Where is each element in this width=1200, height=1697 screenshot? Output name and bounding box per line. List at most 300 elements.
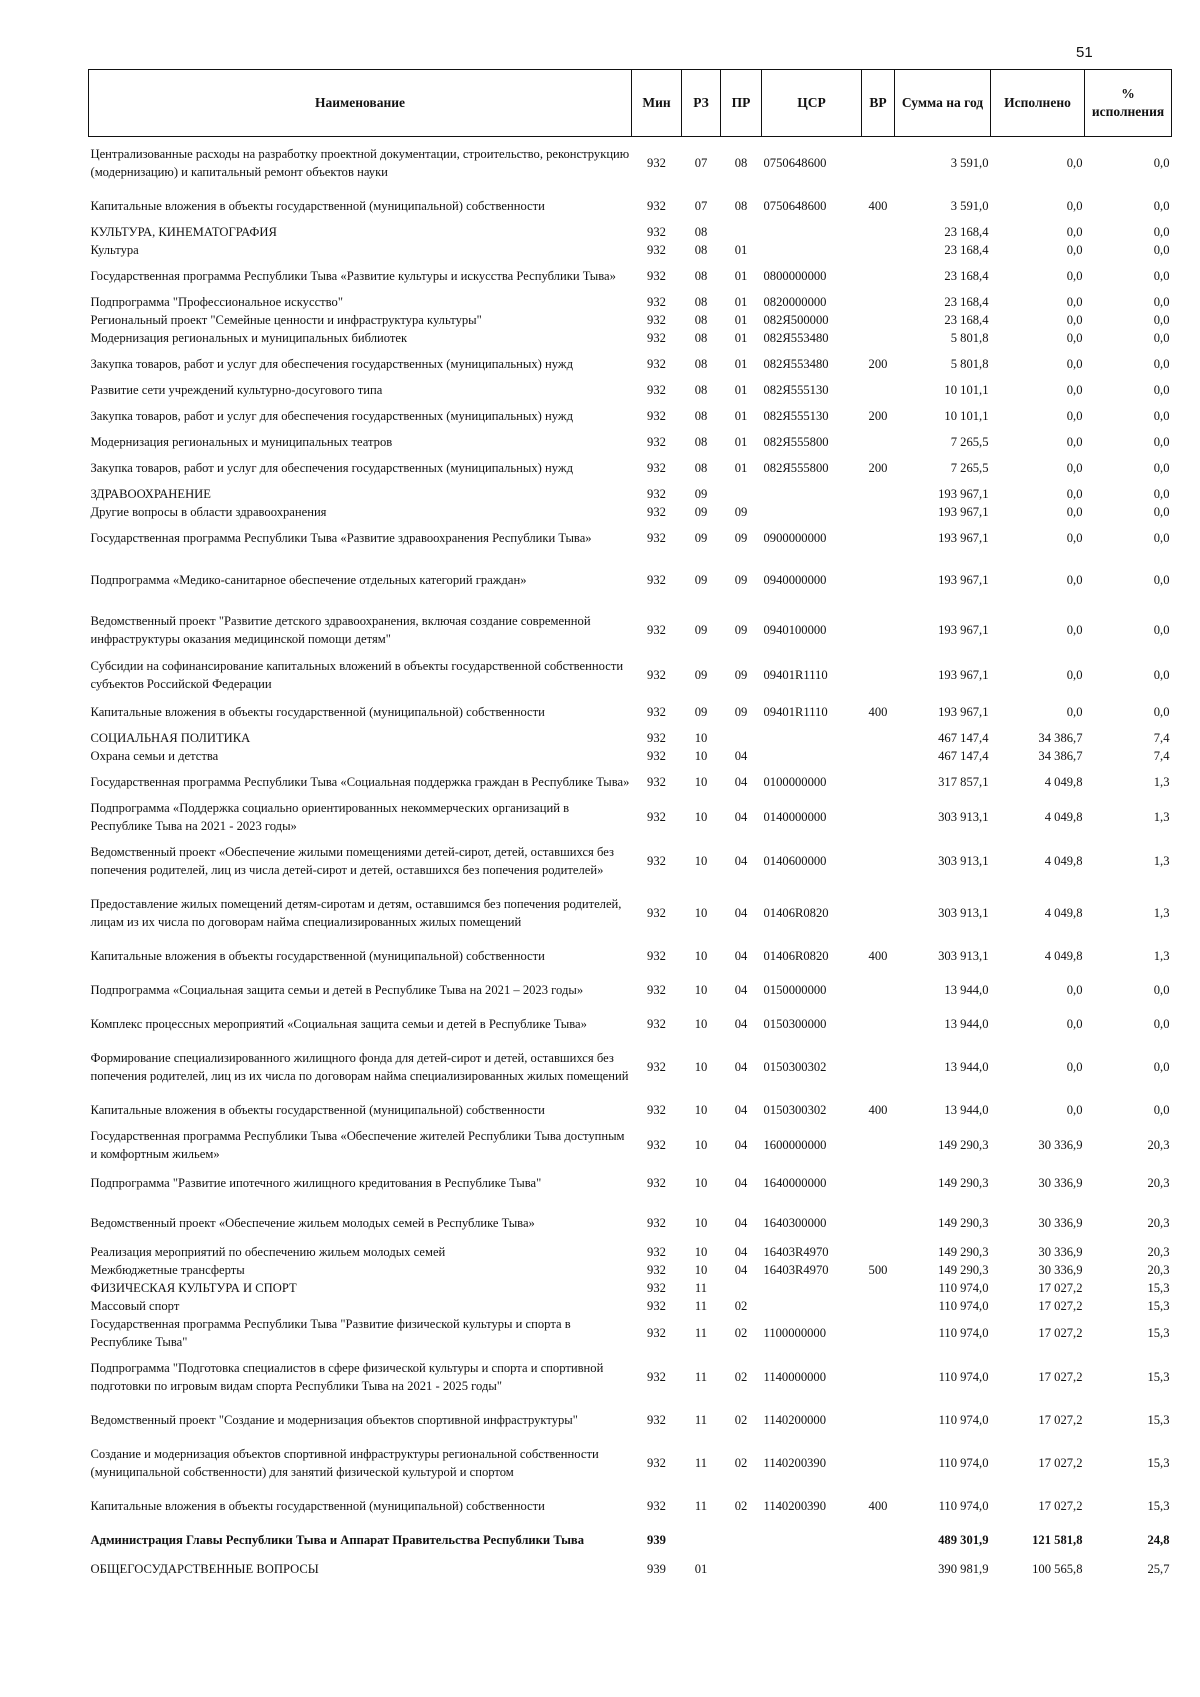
- cell-pr: 08: [734, 198, 748, 213]
- cell-name: КУЛЬТУРА, КИНЕМАТОГРАФИЯ: [90, 224, 277, 239]
- cell-pct: 7,4: [1153, 730, 1170, 745]
- cell-min: 932: [647, 198, 666, 213]
- cell-pr: 02: [734, 1455, 748, 1470]
- cell-done: 30 336,9: [1038, 1175, 1083, 1190]
- cell-csr: 0820000000: [763, 294, 827, 309]
- cell-pct: 0,0: [1153, 572, 1170, 587]
- cell-done: 0,0: [1066, 1102, 1083, 1117]
- table-row: [89, 189, 1172, 223]
- cell-done: 0,0: [1066, 408, 1083, 423]
- cell-name: Капитальные вложения в объекты государственной (муниципальной) собственности: [90, 198, 545, 213]
- cell-pct: 1,3: [1153, 809, 1170, 824]
- cell-pr: 02: [734, 1298, 748, 1313]
- cell-rz: 10: [694, 1175, 708, 1190]
- cell-done: 0,0: [1066, 434, 1083, 449]
- table-row: [89, 1315, 1172, 1351]
- cell-name: Капитальные вложения в объекты государственной (муниципальной) собственности: [90, 1498, 545, 1513]
- cell-vr: [862, 747, 895, 765]
- cell-done: 0,0: [1066, 622, 1083, 637]
- cell-done: 34 386,7: [1038, 748, 1083, 763]
- cell-vr: [862, 433, 895, 451]
- table-row: [89, 605, 1172, 655]
- cell-min: 932: [647, 748, 666, 763]
- cell-rz: 10: [694, 905, 708, 920]
- cell-pr: 04: [734, 1137, 748, 1152]
- table-row: [89, 939, 1172, 973]
- cell-pr: 01: [734, 312, 748, 327]
- cell-rz: 11: [694, 1455, 708, 1470]
- cell-name: Закупка товаров, работ и услуг для обеспечения государственных (муниципальных) нужд: [90, 356, 573, 371]
- cell-name: Субсидии на софинансирование капитальных вложений в объекты государственной собственности субъектов Российской Федерации: [90, 658, 624, 691]
- cell-min: 932: [647, 155, 666, 170]
- cell-min: 932: [647, 1244, 666, 1259]
- cell-sum: 193 967,1: [938, 704, 989, 719]
- cell-sum: 23 168,4: [944, 268, 989, 283]
- cell-min: 932: [647, 809, 666, 824]
- cell-pct: 0,0: [1153, 704, 1170, 719]
- cell-name: Подпрограмма "Подготовка специалистов в сфере физической культуры и спорта и спортивной подготовки по игровым видам спорта Республики Тыва на 2021 - 2025 годы": [90, 1360, 604, 1393]
- cell-pr: 01: [734, 460, 748, 475]
- table-row: [89, 1523, 1172, 1557]
- table-row: [89, 521, 1172, 555]
- cell-min: 932: [647, 224, 666, 239]
- cell-rz: 09: [694, 504, 708, 519]
- table-row: [89, 293, 1172, 311]
- cell-sum: 110 974,0: [938, 1412, 989, 1427]
- cell-rz: 09: [694, 622, 708, 637]
- cell-vr: [862, 503, 895, 521]
- table-row: [89, 1351, 1172, 1403]
- header-done: Исполнено: [991, 70, 1085, 137]
- cell-name: Государственная программа Республики Тыва «Развитие культуры и искусства Республики Тыва»: [90, 268, 616, 283]
- cell-name: Реализация мероприятий по обеспечению жильем молодых семей: [90, 1244, 446, 1259]
- cell-sum: 7 265,5: [950, 460, 989, 475]
- cell-pr: 09: [734, 504, 748, 519]
- cell-csr: 0800000000: [763, 268, 827, 283]
- cell-pct: 15,3: [1147, 1412, 1170, 1427]
- header-name: Наименование: [89, 70, 632, 137]
- cell-csr: 082Я555130: [763, 382, 829, 397]
- cell-pct: 0,0: [1153, 155, 1170, 170]
- header-csr: ЦСР: [762, 70, 862, 137]
- cell-rz: 10: [694, 948, 708, 963]
- cell-min: 932: [647, 982, 666, 997]
- cell-pr: 01: [734, 408, 748, 423]
- cell-sum: 489 301,9: [938, 1532, 989, 1547]
- cell-csr: 0150300302: [763, 1102, 827, 1117]
- cell-done: 0,0: [1066, 1059, 1083, 1074]
- cell-rz: 08: [694, 356, 708, 371]
- header-min: Мин: [632, 70, 682, 137]
- cell-csr: 09401R1110: [763, 667, 828, 682]
- cell-pr: 04: [734, 748, 748, 763]
- table-row: [89, 1437, 1172, 1489]
- cell-sum: 3 591,0: [950, 198, 989, 213]
- cell-done: 0,0: [1066, 504, 1083, 519]
- cell-min: 932: [647, 1498, 666, 1513]
- cell-sum: 303 913,1: [938, 809, 989, 824]
- cell-csr: [762, 1557, 862, 1581]
- cell-vr: [862, 1127, 895, 1163]
- cell-pct: 0,0: [1153, 382, 1170, 397]
- table-row: [89, 311, 1172, 329]
- cell-vr: [862, 329, 895, 347]
- cell-csr: 0900000000: [763, 530, 827, 545]
- table-row: [89, 1127, 1172, 1163]
- cell-vr: 200: [868, 460, 888, 475]
- table-row: [89, 1163, 1172, 1203]
- cell-done: 0,0: [1066, 1016, 1083, 1031]
- cell-vr: [862, 1203, 895, 1243]
- cell-pct: 20,3: [1147, 1244, 1170, 1259]
- cell-rz: 11: [694, 1280, 708, 1295]
- cell-vr: [862, 799, 895, 835]
- cell-min: 939: [647, 1532, 666, 1547]
- cell-rz: 09: [694, 572, 708, 587]
- table-row: [89, 223, 1172, 241]
- cell-name: ОБЩЕГОСУДАРСТВЕННЫЕ ВОПРОСЫ: [90, 1561, 319, 1576]
- cell-rz: 08: [694, 224, 708, 239]
- cell-done: 0,0: [1066, 330, 1083, 345]
- cell-pct: 20,3: [1147, 1175, 1170, 1190]
- cell-rz: 10: [694, 853, 708, 868]
- cell-vr: [862, 729, 895, 747]
- cell-sum: 110 974,0: [938, 1298, 989, 1313]
- table-row: [89, 973, 1172, 1007]
- cell-csr: 1600000000: [763, 1137, 827, 1152]
- cell-name: Государственная программа Республики Тыва «Обеспечение жителей Республики Тыва доступным и комфортным жильем»: [90, 1128, 625, 1161]
- cell-pct: 0,0: [1153, 1102, 1170, 1117]
- cell-name: Капитальные вложения в объекты государственной (муниципальной) собственности: [90, 1102, 545, 1117]
- cell-name: Закупка товаров, работ и услуг для обеспечения государственных (муниципальных) нужд: [90, 460, 573, 475]
- cell-csr: 1100000000: [763, 1325, 827, 1340]
- cell-sum: 13 944,0: [944, 1102, 989, 1117]
- cell-vr: [862, 1351, 895, 1403]
- cell-name: Ведомственный проект «Обеспечение жильем молодых семей в Республике Тыва»: [90, 1215, 535, 1230]
- cell-name: Региональный проект "Семейные ценности и инфраструктура культуры": [90, 312, 482, 327]
- cell-sum: 110 974,0: [938, 1325, 989, 1340]
- cell-pct: 24,8: [1147, 1532, 1170, 1547]
- cell-vr: [862, 555, 895, 605]
- cell-pr: 04: [734, 948, 748, 963]
- cell-min: 932: [647, 853, 666, 868]
- cell-rz: 11: [694, 1369, 708, 1384]
- cell-min: 932: [647, 356, 666, 371]
- cell-vr: [862, 137, 895, 189]
- cell-min: 932: [647, 530, 666, 545]
- cell-csr: 0940000000: [763, 572, 827, 587]
- header-pct: % исполнения: [1085, 70, 1172, 137]
- cell-min: 932: [647, 1298, 666, 1313]
- cell-pr: 04: [734, 1262, 748, 1277]
- cell-csr: [762, 747, 862, 765]
- header-rz: РЗ: [682, 70, 721, 137]
- cell-pr: 04: [734, 774, 748, 789]
- table-row: [89, 1261, 1172, 1279]
- cell-done: 34 386,7: [1038, 730, 1083, 745]
- cell-done: 17 027,2: [1038, 1498, 1083, 1513]
- cell-sum: 5 801,8: [950, 330, 989, 345]
- cell-rz: 10: [694, 1059, 708, 1074]
- cell-min: 932: [647, 312, 666, 327]
- cell-pct: 0,0: [1153, 198, 1170, 213]
- table-row: [89, 259, 1172, 293]
- cell-min: 932: [647, 268, 666, 283]
- cell-name: Подпрограмма "Профессиональное искусство": [90, 294, 343, 309]
- cell-sum: 110 974,0: [938, 1369, 989, 1384]
- cell-csr: 16403R4970: [763, 1262, 829, 1277]
- cell-csr: 1140000000: [763, 1369, 827, 1384]
- cell-name: Подпрограмма «Социальная защита семьи и детей в Республике Тыва на 2021 – 2023 годы»: [90, 982, 584, 997]
- cell-csr: 0140600000: [763, 853, 827, 868]
- cell-done: 17 027,2: [1038, 1369, 1083, 1384]
- header-vr: ВР: [862, 70, 895, 137]
- cell-pr: 04: [734, 1016, 748, 1031]
- cell-rz: 10: [694, 774, 708, 789]
- cell-pct: 0,0: [1153, 460, 1170, 475]
- cell-min: 932: [647, 1175, 666, 1190]
- table-row: [89, 655, 1172, 695]
- cell-rz: 11: [694, 1412, 708, 1427]
- cell-sum: 23 168,4: [944, 242, 989, 257]
- cell-csr: 1140200390: [763, 1455, 827, 1470]
- cell-sum: 149 290,3: [938, 1137, 989, 1152]
- cell-csr: 082Я555130: [763, 408, 829, 423]
- cell-name: Модернизация региональных и муниципальных театров: [90, 434, 393, 449]
- cell-min: 932: [647, 486, 666, 501]
- cell-rz: 10: [694, 982, 708, 997]
- cell-csr: [762, 729, 862, 747]
- cell-pct: 0,0: [1153, 982, 1170, 997]
- table-row: [89, 695, 1172, 729]
- cell-done: 17 027,2: [1038, 1298, 1083, 1313]
- cell-name: Капитальные вложения в объекты государственной (муниципальной) собственности: [90, 948, 545, 963]
- cell-rz: [682, 1523, 721, 1557]
- cell-done: 0,0: [1066, 667, 1083, 682]
- cell-done: 0,0: [1066, 704, 1083, 719]
- table-row: [89, 835, 1172, 887]
- cell-min: 932: [647, 460, 666, 475]
- cell-csr: 082Я555800: [763, 460, 829, 475]
- cell-pr: 02: [734, 1325, 748, 1340]
- table-row: [89, 433, 1172, 451]
- cell-pct: 0,0: [1153, 242, 1170, 257]
- cell-done: 0,0: [1066, 268, 1083, 283]
- cell-csr: 082Я553480: [763, 330, 829, 345]
- cell-vr: [862, 1279, 895, 1297]
- cell-rz: 10: [694, 1262, 708, 1277]
- header-pr: ПР: [721, 70, 762, 137]
- cell-name: Культура: [90, 242, 139, 257]
- cell-pr: 09: [734, 667, 748, 682]
- cell-vr: [862, 1297, 895, 1315]
- cell-sum: 23 168,4: [944, 224, 989, 239]
- cell-pr: 01: [734, 356, 748, 371]
- cell-done: 4 049,8: [1044, 948, 1083, 963]
- cell-done: 0,0: [1066, 530, 1083, 545]
- cell-pct: 20,3: [1147, 1137, 1170, 1152]
- table-row: [89, 381, 1172, 399]
- cell-name: Государственная программа Республики Тыва «Развитие здравоохранения Республики Тыва»: [90, 530, 592, 545]
- cell-name: Создание и модернизация объектов спортивной инфраструктуры региональной собственности (муниципальной собственности) для занятий физической культурой и спортом: [90, 1446, 599, 1479]
- cell-done: 0,0: [1066, 382, 1083, 397]
- cell-pct: 7,4: [1153, 748, 1170, 763]
- table-row: [89, 887, 1172, 939]
- cell-done: 0,0: [1066, 982, 1083, 997]
- cell-csr: 1640300000: [763, 1215, 827, 1230]
- table-row: [89, 1297, 1172, 1315]
- cell-csr: 0750648600: [763, 198, 827, 213]
- cell-min: 939: [647, 1561, 666, 1576]
- cell-name: Межбюджетные трансферты: [90, 1262, 245, 1277]
- cell-csr: 082Я555800: [763, 434, 829, 449]
- cell-pct: 0,0: [1153, 224, 1170, 239]
- cell-done: 30 336,9: [1038, 1262, 1083, 1277]
- table-row: [89, 729, 1172, 747]
- table-row: [89, 1279, 1172, 1297]
- table-row: [89, 451, 1172, 485]
- cell-sum: 467 147,4: [938, 730, 989, 745]
- cell-vr: [862, 887, 895, 939]
- cell-sum: 13 944,0: [944, 1016, 989, 1031]
- cell-pr: 01: [734, 382, 748, 397]
- cell-csr: 0150300000: [763, 1016, 827, 1031]
- cell-sum: 110 974,0: [938, 1455, 989, 1470]
- cell-rz: 07: [694, 198, 708, 213]
- cell-min: 932: [647, 1102, 666, 1117]
- cell-csr: 0940100000: [763, 622, 827, 637]
- cell-min: 932: [647, 330, 666, 345]
- cell-min: 932: [647, 1412, 666, 1427]
- cell-csr: [762, 1523, 862, 1557]
- cell-vr: 400: [868, 1102, 888, 1117]
- cell-csr: 0100000000: [763, 774, 827, 789]
- cell-vr: [862, 1163, 895, 1203]
- cell-pr: 09: [734, 572, 748, 587]
- cell-sum: 193 967,1: [938, 622, 989, 637]
- cell-csr: 0750648600: [763, 155, 827, 170]
- cell-pct: 15,3: [1147, 1369, 1170, 1384]
- cell-min: 932: [647, 730, 666, 745]
- cell-pr: 02: [734, 1498, 748, 1513]
- cell-min: 932: [647, 1137, 666, 1152]
- cell-rz: 11: [694, 1325, 708, 1340]
- cell-min: 932: [647, 242, 666, 257]
- cell-done: 4 049,8: [1044, 905, 1083, 920]
- cell-name: Администрация Главы Республики Тыва и Аппарат Правительства Республики Тыва: [90, 1532, 585, 1547]
- cell-pct: 0,0: [1153, 1059, 1170, 1074]
- cell-vr: 400: [868, 704, 888, 719]
- cell-done: 30 336,9: [1038, 1137, 1083, 1152]
- cell-pr: 08: [734, 155, 748, 170]
- cell-min: 932: [647, 948, 666, 963]
- cell-name: Государственная программа Республики Тыва «Социальная поддержка граждан в Республике Тыва»: [90, 774, 630, 789]
- cell-name: Закупка товаров, работ и услуг для обеспечения государственных (муниципальных) нужд: [90, 408, 573, 423]
- cell-rz: 08: [694, 312, 708, 327]
- cell-pct: 0,0: [1153, 530, 1170, 545]
- cell-sum: 23 168,4: [944, 294, 989, 309]
- cell-pct: 0,0: [1153, 294, 1170, 309]
- cell-pct: 0,0: [1153, 408, 1170, 423]
- cell-rz: 08: [694, 408, 708, 423]
- table-row: [89, 765, 1172, 799]
- cell-sum: 193 967,1: [938, 504, 989, 519]
- cell-min: 932: [647, 1280, 666, 1295]
- cell-vr: [862, 223, 895, 241]
- cell-sum: 303 913,1: [938, 853, 989, 868]
- cell-csr: [762, 1279, 862, 1297]
- cell-rz: 10: [694, 1244, 708, 1259]
- cell-pr: 04: [734, 809, 748, 824]
- cell-min: 932: [647, 572, 666, 587]
- cell-pct: 0,0: [1153, 667, 1170, 682]
- cell-sum: 467 147,4: [938, 748, 989, 763]
- table-row: [89, 1007, 1172, 1041]
- cell-sum: 10 101,1: [944, 408, 989, 423]
- cell-pct: 1,3: [1153, 853, 1170, 868]
- cell-pct: 0,0: [1153, 312, 1170, 327]
- cell-pr: 01: [734, 268, 748, 283]
- cell-csr: 09401R1110: [763, 704, 828, 719]
- cell-pr: [721, 485, 762, 503]
- cell-sum: 110 974,0: [938, 1498, 989, 1513]
- cell-sum: 303 913,1: [938, 948, 989, 963]
- table-row: [89, 1403, 1172, 1437]
- cell-vr: [862, 1041, 895, 1093]
- table-row: [89, 137, 1172, 189]
- cell-name: Ведомственный проект «Обеспечение жилыми помещениями детей-сирот, детей, оставшихся без попечения родителей, лиц из числа детей-сирот и детей, оставшихся без попечения родителей»: [90, 844, 614, 877]
- cell-csr: 16403R4970: [763, 1244, 829, 1259]
- cell-pct: 15,3: [1147, 1298, 1170, 1313]
- table-row: [89, 485, 1172, 503]
- cell-pr: [721, 1557, 762, 1581]
- cell-name: Подпрограмма «Поддержка социально ориентированных некоммерческих организаций в Республике Тыва на 2021 - 2023 годы»: [90, 800, 570, 833]
- cell-rz: 07: [694, 155, 708, 170]
- cell-rz: 08: [694, 382, 708, 397]
- cell-vr: [862, 973, 895, 1007]
- cell-pct: 0,0: [1153, 268, 1170, 283]
- cell-vr: [862, 1007, 895, 1041]
- cell-pr: 01: [734, 434, 748, 449]
- cell-name: Централизованные расходы на разработку проектной документации, строительство, реконструкцию (модернизацию) и капитальный ремонт объектов науки: [90, 146, 630, 179]
- cell-pct: 15,3: [1147, 1498, 1170, 1513]
- cell-rz: 10: [694, 1215, 708, 1230]
- table-row: [89, 1489, 1172, 1523]
- cell-name: Развитие сети учреждений культурно-досугового типа: [90, 382, 383, 397]
- cell-rz: 10: [694, 809, 708, 824]
- cell-pct: 0,0: [1153, 622, 1170, 637]
- cell-csr: 01406R0820: [763, 905, 829, 920]
- cell-rz: 10: [694, 1137, 708, 1152]
- cell-rz: 09: [694, 667, 708, 682]
- cell-done: 0,0: [1066, 460, 1083, 475]
- cell-pct: 0,0: [1153, 330, 1170, 345]
- cell-name: СОЦИАЛЬНАЯ ПОЛИТИКА: [90, 730, 251, 745]
- cell-min: 932: [647, 905, 666, 920]
- cell-pr: 02: [734, 1412, 748, 1427]
- cell-rz: 11: [694, 1498, 708, 1513]
- cell-rz: 10: [694, 1102, 708, 1117]
- table-row: [89, 1243, 1172, 1261]
- cell-vr: [862, 1523, 895, 1557]
- cell-pr: 09: [734, 622, 748, 637]
- cell-pct: 0,0: [1153, 356, 1170, 371]
- cell-pct: 1,3: [1153, 905, 1170, 920]
- cell-vr: [862, 521, 895, 555]
- cell-min: 932: [647, 1369, 666, 1384]
- table-row: [89, 329, 1172, 347]
- cell-done: 17 027,2: [1038, 1280, 1083, 1295]
